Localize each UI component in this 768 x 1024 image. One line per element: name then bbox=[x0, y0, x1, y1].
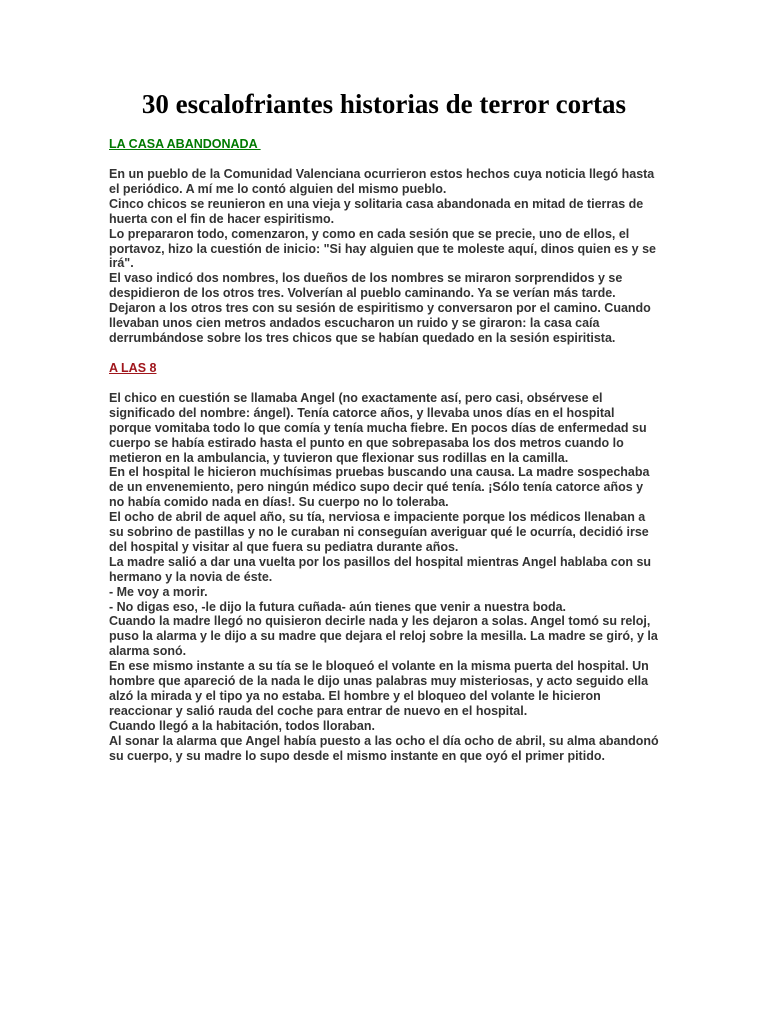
paragraph: Al sonar la alarma que Angel había puesto a las ocho el día ocho de abril, su alma abandonó su cuerpo, y su madre lo supo desde el mismo instante en que oyó el primer pitido. bbox=[109, 733, 659, 763]
paragraph: La madre salió a dar una vuelta por los pasillos del hospital mientras Angel hablaba con su hermano y la novia de éste. bbox=[109, 554, 652, 584]
paragraph: - No digas eso, -le dijo la futura cuñada- aún tienes que venir a nuestra boda. bbox=[109, 599, 567, 614]
paragraph: En ese mismo instante a su tía se le bloqueó el volante en la misma puerta del hospital. Un hombre que apareció de la nada le dijo unas palabras muy misteriosas, y acto seguido ella alzó la mirada y el tipo ya no estaba. El hombre y el bloqueo del volante le hicieron reaccionar y salió rauda del coche para entrar de nuevo en el hospital. bbox=[109, 659, 649, 718]
paragraph: El chico en cuestión se llamaba Angel (no exactamente así, pero casi, obsérvese el significado del nombre: ángel). Tenía catorce años, y llevaba unos días en el hospital porque vomitaba todo lo que comía y tenía mucha fiebre. En pocos días de enfermedad su cuerpo se había estirado hasta el punto en que sobrepasaba los dos metros cuando lo metieron en la ambulancia, y tuvieron que flexionar sus rodillas en la camilla. bbox=[109, 390, 647, 465]
paragraph: Cinco chicos se reunieron en una vieja y solitaria casa abandonada en mitad de tierras de huerta con el fin de hacer espiritismo. bbox=[109, 196, 644, 226]
paragraph: Cuando la madre llegó no quisieron decirle nada y les dejaron a solas. Angel tomó su reloj, puso la alarma y le dijo a su madre que dejara el reloj sobre la mesilla. La madre se giró, y la alarma sonó. bbox=[109, 614, 658, 659]
paragraph: - Me voy a morir. bbox=[109, 584, 208, 599]
paragraph: El vaso indicó dos nombres, los dueños de los nombres se miraron sorprendidos y se despidieron de los otros tres. Volverían al pueblo caminando. Ya se verían más tarde. bbox=[109, 271, 623, 301]
section-heading-a-las-8: A LAS 8 bbox=[109, 360, 157, 375]
story-section-casa-abandonada bbox=[109, 137, 659, 346]
paragraph: Cuando llegó a la habitación, todos lloraban. bbox=[109, 718, 375, 733]
paragraph: En un pueblo de la Comunidad Valenciana ocurrieron estos hechos cuya noticia llegó hasta el periódico. A mí me lo contó alguien del mismo pueblo. bbox=[109, 167, 655, 196]
document-page bbox=[109, 88, 659, 779]
section-body-casa-abandonada bbox=[109, 167, 659, 346]
document-title: 30 escalofriantes historias de terror cortas bbox=[141, 89, 627, 119]
paragraph: Dejaron a los otros tres con su sesión de espiritismo y conversaron por el camino. Cuando llevaban unos cien metros andados escucharon un ruido y se giraron: la casa caía derrumbándose sobre los tres chicos que se habían quedado en la sesión espiritista. bbox=[109, 301, 651, 345]
story-section-a-las-8 bbox=[109, 361, 659, 764]
paragraph: Lo prepararon todo, comenzaron, y como en cada sesión que se precie, uno de ellos, el portavoz, hizo la cuestión de inicio: "Si hay alguien que te moleste aquí, dinos quien es y se irá". bbox=[109, 226, 657, 271]
paragraph: En el hospital le hicieron muchísimas pruebas buscando una causa. La madre sospechaba de un envenemiento, pero ningún médico supo decir qué tenía. ¡Sólo tenía catorce años y no había comido nada en días!. Su cuerpo no lo toleraba. bbox=[109, 465, 650, 510]
section-body-a-las-8 bbox=[109, 391, 659, 764]
paragraph: El ocho de abril de aquel año, su tía, nerviosa e impaciente porque los médicos llenaban a su sobrino de pastillas y no le curaban ni conseguían averiguar qué le ocurría, decidió irse del hospital y visitar al que fuera su pediatra durante años. bbox=[109, 510, 649, 554]
section-heading-casa-abandonada: LA CASA ABANDONADA bbox=[109, 137, 261, 151]
